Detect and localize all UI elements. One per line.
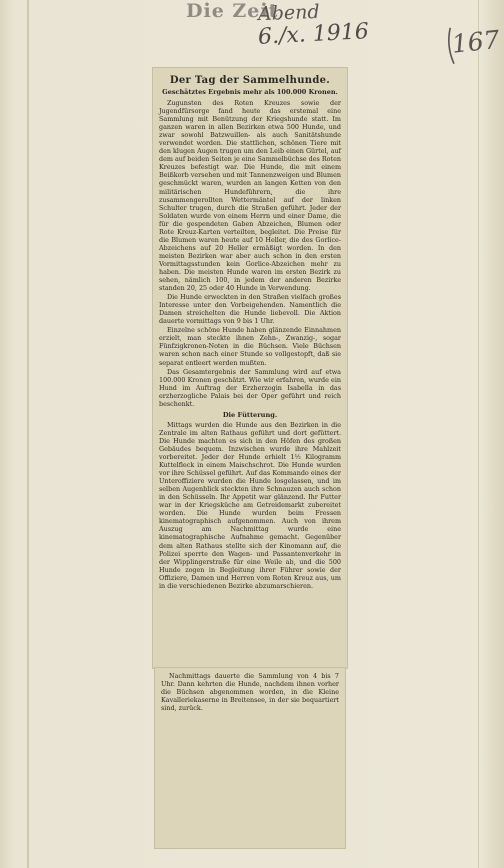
article-body — [159, 99, 341, 590]
paper-fold-line — [27, 0, 29, 868]
page-number-text: 167 — [450, 24, 501, 59]
newspaper-name-stamp: Die Zeit — [186, 0, 279, 22]
newspaper-clipping-upper — [153, 68, 347, 668]
section-paragraph: Mittags wurden die Hunde aus den Bezirken in die Zentrale im alten Rathaus geführt und dort gefüttert. Die Hunde machten es sich in den Höfen des großen Gebäudes bequem. Inzwischen wurde ihre Mahlzeit vorbereitet. Jeder der Hunde erhielt 1½ Kilogramm Kuttelfleck in einem Maischschrot. Die Hunde wurden vor ihre Schüssel geführt. Auf das Kommando eines der Unteroffiziere wurden die Hunde losgelassen, und im selben Augenblick steckten ihre Schnauzen auch schon in den Schüsseln. Ihr Appetit war glänzend. Ihr Futter war in der Kriegsküche am Getreidemarkt zubereitet worden. Die Hunde wurden beim Fressen kinematographisch aufgenommen. Auch von ihrem Auszug am Nachmittag wurde eine kinematographische Aufnahme gemacht. Gegenüber dem alten Rathaus stellte sich der Kinomann auf, die Polizei sperrte den Wagen- und Passantenverkehr in der Wipplingerstraße für eine Weile ab, und die 500 Hunde zogen in Begleitung ihrer Führer sowie der Offiziere, Damen und Herren vom Roten Kreuz aus, um in die verschiedenen Bezirke abzumarschieren. — [159, 420, 341, 590]
article-paragraph: Einzelne schöne Hunde haben glänzende Einnahmen erzielt, man steckte ihnen Zehn-, Zwanzig-, sogar Fünfzigkronen-Noten in die Büchsen. Viele Büchsen waren schon nach einer Stunde so vollgestopft, daß sie separat entleert werden mußten. — [159, 326, 341, 367]
article-paragraph: Die Hunde erweckten in den Straßen vielfach großes Interesse unter den Vorbeigehenden. Namentlich die Damen streichelten die Hunde liebevoll. Die Aktion dauerte vormittags von 9 bis 1 Uhr. — [159, 293, 341, 326]
article-paragraph: Das Gesamtergebnis der Sammlung wird auf etwa 100.000 Kronen geschätzt. Wie wir erfahren, wurde ein Hund im Auftrag der Erzherzogin Isabella in das erzherzogliche Palais bei der Oper geführt und reich beschenkt. — [159, 367, 341, 408]
article-paragraph: Zugunsten des Roten Kreuzes sowie der Jugendfürsorge fand heute das erstemal eine Sammlung mit Benützung der Kriegshunde statt. Im ganzen waren in allen Bezirken etwa 500 Hunde, und zwar sowohl Batzwuillen- als auch Sanitätshunde verwendet worden. Die stattlichen, schönen Tiere mit den klugen Augen trugen um den Leib einen Gürtel, auf dem auf beiden Seiten je eine Sammelbüchse des Roten Kreuzes befestigt war. Die Hunde, die mit einem Beißkorb versehen und mit Tannenzweigen und Blumen geschmückt waren, wurden an langen Ketten von den militärischen Hundeführern, die ihre zusammengerollten Wettermäntel auf der linken Schulter trugen, durch die Straßen geführt. Jeder der Soldaten wurde von einem Herrn und einer Dame, die für die gespendeten Gaben Abzeichen, Blumen oder Rote Kreuz-Karten verteilten, begleitet. Die Preise für die Blumen waren heute auf 10 Heller, die des Gorlice-Abzeichens auf 20 Heller ermäßigt worden. In den meisten Bezirken war aber auch schon in den ersten Vormittagsstunden kein Gorlice-Abzeichen mehr zu haben. Die meisten Hunde waren im ersten Bezirk zu sehen, nämlich 100, in jedem der anderen Bezirke standen 20, 25 oder 40 Hunde in Verwendung. — [159, 99, 341, 293]
page-number-annotation — [444, 22, 501, 67]
section-paragraph: Nachmittags dauerte die Sammlung von 4 bis 7 Uhr. Dann kehrten die Hunde, nachdem ihnen vorher die Büchsen abgenommen worden, in die Kleine Kavalleriekaserne in Breitensee, in der sie bequartiert sind, zurück. — [161, 672, 339, 713]
article-body-continued — [161, 672, 339, 712]
section-title: Die Fütterung. — [222, 410, 278, 419]
article-subtitle: Geschätztes Ergebnis mehr als 100.000 Kronen. — [162, 88, 338, 96]
handwritten-edition-note: Abend — [257, 0, 320, 26]
handwritten-date: 6./x. 1916 — [257, 19, 370, 50]
newspaper-clipping-lower — [155, 668, 345, 848]
paper-fold-line-right — [478, 0, 479, 868]
article-title: Der Tag der Sammelhunde. — [169, 75, 331, 86]
